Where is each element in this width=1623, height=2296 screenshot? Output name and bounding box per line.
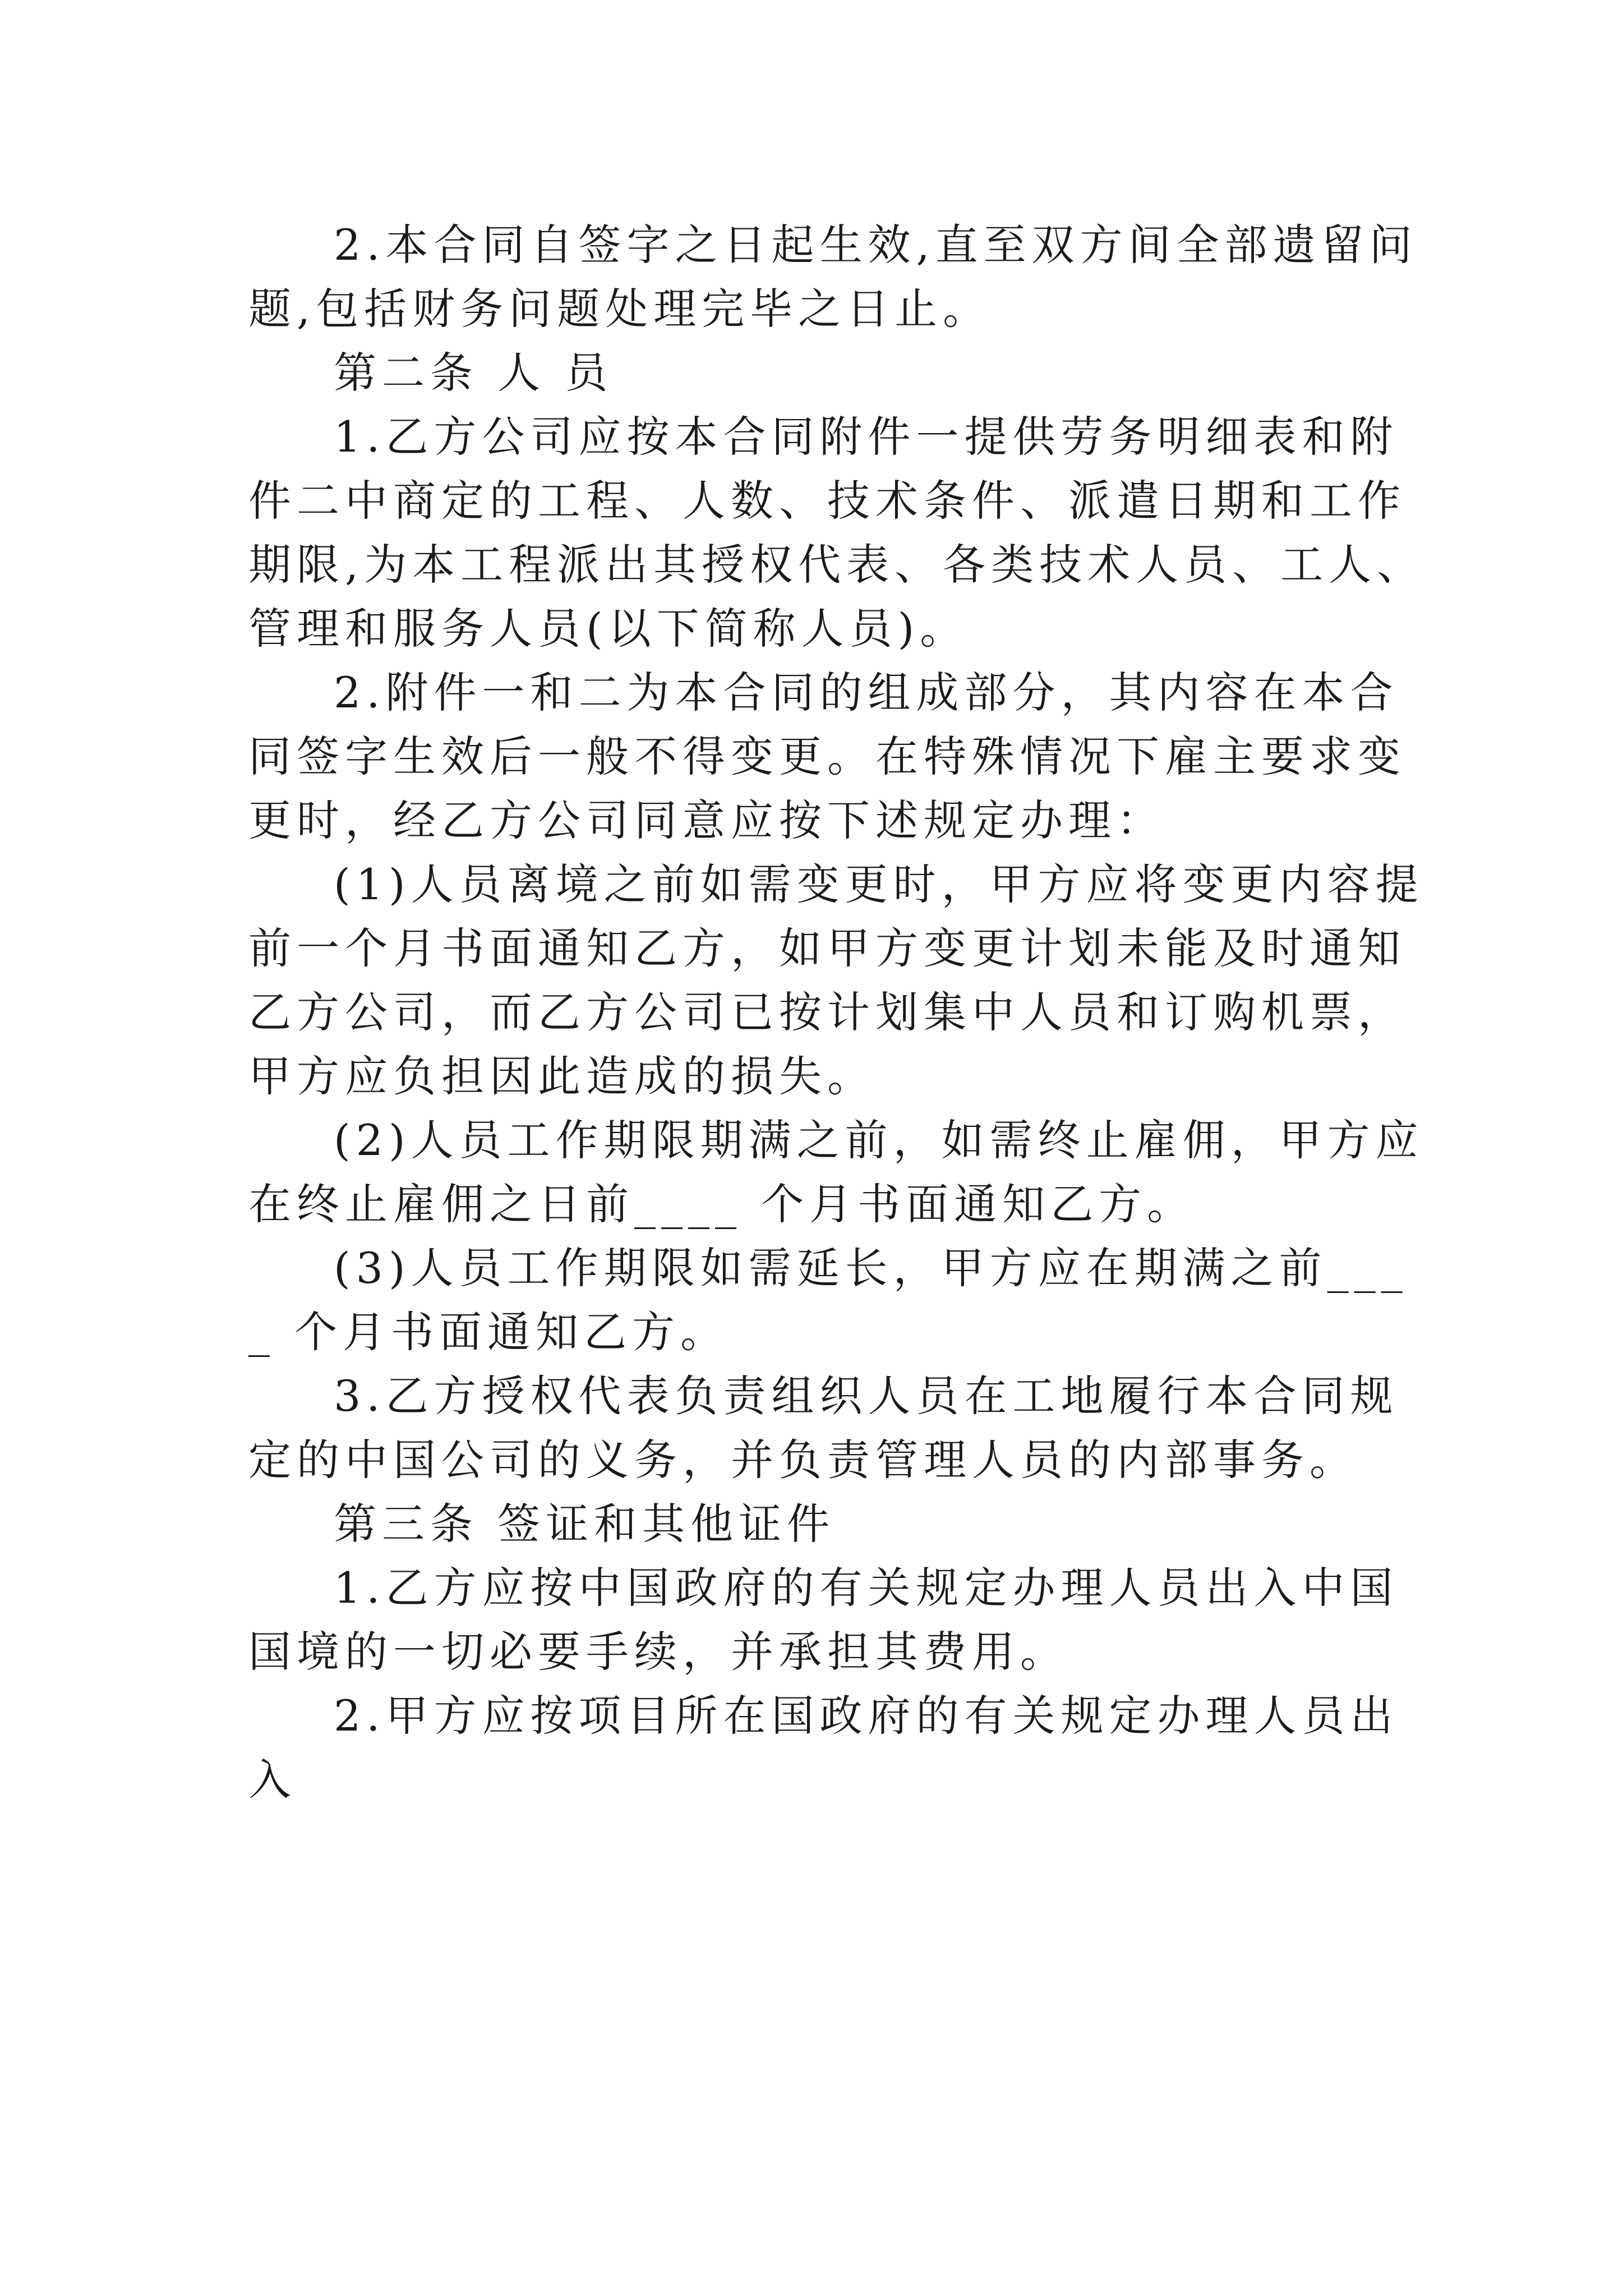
clause-2-2-annex-changes: 2.附件一和二为本合同的组成部分，其内容在本合同签字生效后一般不得变更。在特殊情况下雇主要求变更时，经乙方公司同意应按下述规定办理： <box>248 668 1406 845</box>
clause-2-2-3-extension: (3)人员工作期限如需延长，甲方应在期满之前____ 个月书面通知乙方。 <box>248 1243 1408 1357</box>
article-3-heading: 第三条 签证和其他证件 <box>334 1499 836 1549</box>
clause-2-1-personnel: 1.乙方公司应按本合同附件一提供劳务明细表和附件二中商定的工程、人数、技术条件、派遣日期和工作期限,为本工程派出其授权代表、各类技术人员、工人、管理和服务人员(以下简称人员)。 <box>248 412 1426 654</box>
clause-2-2-2-termination: (2)人员工作期限期满之前，如需终止雇佣，甲方应在终止雇佣之日前____ 个月书面通知乙方。 <box>248 1115 1424 1229</box>
clause-3-2-project-country-entry: 2.甲方应按项目所在国政府的有关规定办理人员出入 <box>248 1691 1399 1805</box>
clause-2-2-1-before-departure: (1)人员离境之前如需变更时，甲方应将变更内容提前一个月书面通知乙方，如甲方变更计划未能及时通知乙方公司，而乙方公司已按计划集中人员和订购机票，甲方应负担因此造成的损失。 <box>248 859 1424 1101</box>
clause-2-3-representative: 3.乙方授权代表负责组织人员在工地履行本合同规定的中国公司的义务，并负责管理人员的内部事务。 <box>248 1371 1399 1485</box>
document-body <box>248 213 1432 1812</box>
clause-3-1-china-exit-entry: 1.乙方应按中国政府的有关规定办理人员出入中国国境的一切必要手续，并承担其费用。 <box>248 1563 1399 1677</box>
article-2-heading: 第二条 人 员 <box>334 348 614 398</box>
clause-1-2-effective-date: 2.本合同自签字之日起生效,直至双方间全部遗留问题,包括财务问题处理完毕之日止。 <box>248 220 1418 334</box>
